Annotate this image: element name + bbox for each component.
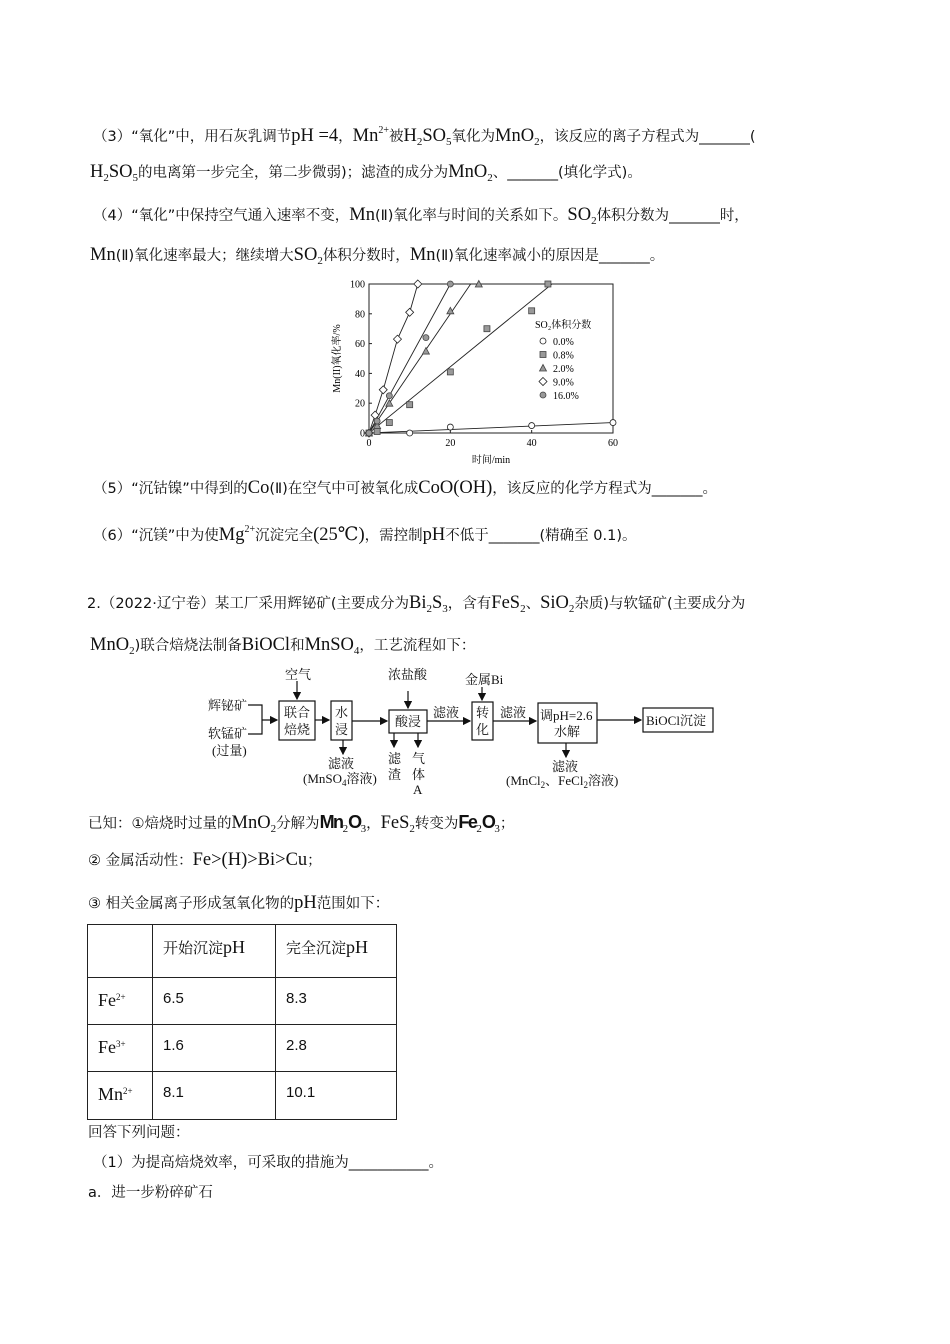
table-row: $Fe^{2+}$ 6.5 8.3 bbox=[88, 978, 397, 1025]
answer-blank: ___________ bbox=[348, 1155, 429, 1171]
text-segment: 2 bbox=[129, 645, 135, 657]
data-point bbox=[447, 281, 453, 287]
flow-filtrate-4: 滤液 bbox=[552, 759, 579, 774]
x-tick-label: 40 bbox=[526, 438, 537, 449]
text-segment: （4）“氧化”中保持空气通入速率不变， bbox=[93, 208, 350, 224]
chemical-formula: Fe bbox=[458, 812, 477, 832]
series-line-2.0% bbox=[369, 284, 471, 433]
text-segment: ； bbox=[499, 816, 515, 832]
chemical-formula: FeS bbox=[380, 813, 410, 833]
flow-air: 空气 bbox=[285, 667, 312, 682]
legend-label: 0.0% bbox=[553, 337, 574, 348]
data-point bbox=[610, 420, 616, 426]
flow-gas-2: 体 bbox=[412, 767, 426, 782]
y-tick-label: 100 bbox=[350, 279, 365, 291]
legend-label: 0.8% bbox=[553, 350, 574, 362]
data-point bbox=[484, 326, 490, 332]
chemical-formula: MnO bbox=[448, 162, 488, 182]
text-segment: ， bbox=[338, 129, 353, 145]
text-segment: (Ⅱ)氧化速率最大；继续增大 bbox=[115, 248, 294, 264]
chemical-formula: MnO bbox=[90, 635, 130, 655]
chemical-formula: SiO bbox=[540, 593, 569, 613]
flow-hydrolysis-2: 水解 bbox=[554, 724, 581, 739]
chemical-formula: O bbox=[481, 812, 495, 832]
text-segment: 2 bbox=[534, 136, 540, 148]
data-point bbox=[386, 420, 392, 426]
text-segment: 杂质)与软锰矿(主要成分为 bbox=[574, 596, 746, 612]
text-segment: 被 bbox=[389, 129, 404, 145]
text-segment: 2 bbox=[476, 823, 482, 835]
text-segment: 5 bbox=[446, 136, 452, 148]
text-segment: （6）“沉镁”中为使 bbox=[93, 528, 219, 544]
flow-convert-1: 转 bbox=[476, 705, 490, 720]
legend-title: SO₂体积分数 bbox=[535, 320, 592, 331]
chemical-formula: Mn bbox=[349, 205, 375, 225]
flow-ore1: 辉铋矿 bbox=[208, 698, 248, 713]
x-tick-label: 60 bbox=[608, 438, 618, 449]
question-3-line-2 bbox=[90, 159, 642, 185]
answer-blank: _______ bbox=[699, 129, 750, 145]
flow-filtrate-4-note: (MnCl$_2$、FeCl$_2$溶液) bbox=[506, 773, 619, 790]
text-segment: )联合焙烧法制备 bbox=[134, 638, 242, 654]
text-segment: （5）“沉钴镍”中得到的 bbox=[93, 481, 248, 497]
table-row: $Mn^{2+}$ 8.1 10.1 bbox=[88, 1072, 397, 1120]
known-3 bbox=[88, 890, 389, 916]
flow-ore2-note: (过量) bbox=[212, 743, 247, 758]
text-segment: (Ⅱ)在空气中可被氧化成 bbox=[269, 481, 419, 497]
text-segment: ② 金属活动性： bbox=[88, 853, 193, 869]
chemical-formula: SO bbox=[108, 162, 133, 182]
chemical-formula: MnO bbox=[231, 813, 271, 833]
data-point bbox=[423, 335, 429, 341]
flow-residue-1: 滤 bbox=[388, 751, 402, 766]
text-segment: 2 bbox=[103, 172, 109, 184]
text-segment: 时， bbox=[719, 208, 749, 224]
y-tick-label: 0 bbox=[360, 428, 365, 440]
question-6 bbox=[93, 517, 636, 543]
text-segment: 和 bbox=[290, 638, 305, 654]
text-segment: 2 bbox=[591, 215, 597, 227]
data-point bbox=[379, 386, 387, 394]
flow-filtrate-3: 滤液 bbox=[500, 705, 527, 720]
data-point bbox=[374, 429, 380, 435]
data-point bbox=[545, 281, 551, 287]
text-segment: 回答下列问题： bbox=[88, 1125, 190, 1141]
question-5 bbox=[93, 475, 717, 501]
flow-convert-2: 化 bbox=[476, 722, 490, 737]
text-segment: 、 bbox=[492, 165, 508, 181]
chemical-formula: SO bbox=[567, 205, 592, 225]
chemical-formula: Mg bbox=[218, 525, 245, 545]
text-segment: 、 bbox=[525, 596, 541, 612]
flow-roast-2: 焙烧 bbox=[284, 722, 311, 737]
flow-residue-2: 渣 bbox=[388, 767, 402, 782]
chemical-formula: S bbox=[432, 593, 443, 613]
series-line-0.0% bbox=[369, 423, 613, 433]
question-4-line-2 bbox=[90, 242, 664, 268]
text-segment: ，该反应的离子方程式为 bbox=[539, 129, 700, 145]
chemical-formula: Mn bbox=[352, 126, 379, 146]
y-axis-label: Mn(II)氧化率/% bbox=[332, 324, 343, 393]
chemical-formula: Mn bbox=[319, 812, 343, 832]
flow-product: BiOCl沉淀 bbox=[646, 713, 706, 728]
legend-label: 9.0% bbox=[553, 377, 574, 389]
legend-marker bbox=[540, 365, 547, 372]
text-segment: 2 bbox=[317, 255, 323, 267]
data-point bbox=[529, 308, 535, 314]
chemical-formula: CoO(OH) bbox=[418, 478, 493, 498]
x-axis-label: 时间/min bbox=[471, 455, 511, 466]
text-segment: (Ⅱ)氧化速率减小的原因是 bbox=[435, 248, 599, 264]
answer-blank: _______ bbox=[651, 481, 703, 497]
flow-leach-1: 水 bbox=[335, 705, 349, 720]
known-2 bbox=[88, 847, 322, 873]
text-segment: 2 bbox=[568, 603, 575, 615]
flow-hcl: 浓盐酸 bbox=[388, 667, 428, 682]
legend-marker bbox=[539, 378, 547, 386]
text-segment: 3 bbox=[442, 603, 448, 615]
answer-blank: _______ bbox=[669, 208, 720, 224]
problem-2-line-1 bbox=[87, 590, 745, 616]
text-segment: 2+ bbox=[244, 524, 256, 535]
text-segment: ，该反应的化学方程式为 bbox=[492, 481, 652, 497]
chemical-formula: SO bbox=[422, 126, 447, 146]
text-segment: 体积分数时， bbox=[322, 248, 410, 264]
data-point bbox=[414, 280, 422, 288]
flow-leach-2: 浸 bbox=[335, 722, 349, 737]
text-segment: 2 bbox=[426, 603, 432, 615]
flow-bi: 金属Bi bbox=[465, 672, 504, 687]
text-segment: (精确至 0.1)。 bbox=[539, 528, 637, 544]
option-a bbox=[88, 1180, 213, 1206]
chemical-formula: Fe>(H)>Bi>Cu bbox=[192, 850, 308, 870]
data-point bbox=[406, 308, 414, 316]
y-tick-label: 40 bbox=[355, 368, 365, 380]
question-3-line-1 bbox=[93, 118, 756, 148]
text-segment: 。 bbox=[428, 1155, 443, 1171]
text-segment: 沉淀完全 bbox=[255, 528, 314, 544]
data-point bbox=[366, 430, 372, 436]
data-point bbox=[386, 393, 392, 399]
series-line-9.0% bbox=[369, 284, 418, 433]
data-point bbox=[393, 335, 401, 343]
chemical-formula: BiOCl bbox=[241, 635, 291, 655]
text-segment: 。 bbox=[702, 481, 718, 497]
text-segment: 2 bbox=[487, 172, 493, 184]
answer-1 bbox=[93, 1150, 443, 1176]
chemical-formula: pH =4 bbox=[291, 126, 339, 146]
table-header: 开始沉淀pH bbox=[153, 925, 276, 978]
text-segment: 已知：①焙烧时过量的 bbox=[88, 816, 232, 832]
y-tick-label: 80 bbox=[355, 309, 365, 321]
problem-2-line-2 bbox=[90, 632, 475, 658]
data-point bbox=[422, 348, 429, 355]
chemical-formula: (25℃) bbox=[313, 525, 365, 545]
text-segment: ，含有 bbox=[447, 596, 492, 612]
flow-acid-leach: 酸浸 bbox=[395, 714, 422, 729]
text-segment: ，工艺流程如下： bbox=[359, 638, 476, 654]
text-segment: （3）“氧化”中，用石灰乳调节 bbox=[93, 129, 292, 145]
chemical-formula: MnO bbox=[495, 126, 535, 146]
text-segment: 。 bbox=[649, 248, 665, 264]
text-segment: 范围如下： bbox=[316, 896, 390, 912]
flow-ore2: 软锰矿 bbox=[208, 726, 248, 741]
chemical-formula: SO bbox=[293, 245, 318, 265]
legend-marker bbox=[540, 392, 546, 398]
data-point bbox=[447, 424, 453, 430]
legend-label: 2.0% bbox=[553, 364, 574, 375]
chemical-formula: Mn bbox=[409, 245, 436, 265]
chemical-formula: Bi bbox=[409, 593, 427, 613]
legend-marker bbox=[540, 338, 546, 344]
legend-marker bbox=[540, 352, 546, 358]
chemical-formula: H bbox=[90, 162, 104, 182]
text-segment: 不低于 bbox=[445, 528, 489, 544]
chemical-formula: pH bbox=[422, 525, 446, 545]
chemical-formula: FeS bbox=[491, 593, 521, 613]
text-segment: 3 bbox=[360, 823, 367, 835]
question-4-line-1 bbox=[93, 202, 749, 228]
text-segment: ； bbox=[307, 853, 322, 869]
table-row: $Fe^{3+}$ 1.6 2.8 bbox=[88, 1025, 397, 1072]
known-1 bbox=[88, 809, 514, 835]
oxidation-rate-chart bbox=[320, 270, 630, 470]
text-segment: 2 bbox=[520, 603, 526, 615]
chemical-formula: Co bbox=[247, 478, 270, 498]
text-segment: (填化学式)。 bbox=[558, 165, 642, 181]
answer-blank: _______ bbox=[507, 165, 558, 181]
text-segment: 2+ bbox=[378, 125, 390, 136]
plot-frame bbox=[369, 284, 613, 433]
answer-blank: _______ bbox=[488, 528, 540, 544]
text-segment: 2.（2022·辽宁卷）某工厂采用辉铋矿(主要成分为 bbox=[87, 596, 410, 612]
text-segment: 3 bbox=[494, 823, 500, 835]
chemical-formula: Mn bbox=[90, 245, 116, 265]
text-segment: 转变为 bbox=[414, 816, 459, 832]
chemical-formula: H bbox=[403, 126, 417, 146]
text-segment: 2 bbox=[409, 823, 415, 835]
data-point bbox=[407, 430, 413, 436]
legend-label: 16.0% bbox=[553, 391, 579, 402]
flow-hydrolysis-1: 调pH=2.6 bbox=[540, 708, 593, 723]
text-segment: 2 bbox=[342, 823, 349, 835]
text-segment: 2 bbox=[416, 136, 423, 148]
text-segment: 的电离第一步完全，第二步微弱)；滤渣的成分为 bbox=[138, 165, 449, 181]
data-point bbox=[447, 369, 453, 375]
series-line-0.8% bbox=[369, 284, 552, 433]
text-segment: ③ 相关金属离子形成氢氧化物的 bbox=[88, 896, 295, 912]
text-segment: ， bbox=[366, 816, 381, 832]
flow-gas-1: 气 bbox=[412, 751, 426, 766]
chemical-formula: MnSO bbox=[304, 635, 354, 655]
flow-filtrate-2: 滤液 bbox=[433, 705, 460, 720]
flow-filtrate-1: 滤液 bbox=[328, 756, 355, 771]
data-point bbox=[407, 402, 413, 408]
chemical-formula: O bbox=[348, 812, 361, 832]
x-tick-label: 20 bbox=[445, 438, 456, 449]
table-header: 完全沉淀pH bbox=[276, 925, 397, 978]
chemical-formula: pH bbox=[294, 893, 317, 913]
text-segment: 4 bbox=[353, 645, 360, 657]
answer-prompt bbox=[88, 1120, 190, 1146]
flow-roast-1: 联合 bbox=[284, 705, 311, 720]
x-tick-label: 0 bbox=[366, 438, 372, 449]
text-segment: 氧化为 bbox=[451, 129, 496, 145]
text-segment: ( bbox=[749, 129, 756, 145]
data-point bbox=[529, 423, 535, 429]
data-point bbox=[374, 418, 380, 424]
text-segment: ，需控制 bbox=[364, 528, 423, 544]
answer-blank: _______ bbox=[598, 248, 650, 264]
text-segment: 体积分数为 bbox=[596, 208, 670, 224]
table-corner bbox=[88, 925, 153, 978]
text-segment: (Ⅱ)氧化率与时间的关系如下。 bbox=[374, 208, 568, 224]
flow-filtrate-1-note: (MnSO$_4$溶液) bbox=[303, 771, 377, 788]
ph-range-table bbox=[87, 924, 397, 1120]
y-tick-label: 20 bbox=[355, 398, 365, 410]
process-flowchart bbox=[200, 665, 750, 795]
flow-gas-3: A bbox=[413, 782, 423, 795]
y-tick-label: 60 bbox=[355, 339, 365, 351]
text-segment: 2 bbox=[270, 823, 277, 835]
series-line-16.0% bbox=[369, 284, 450, 433]
text-segment: 5 bbox=[132, 172, 139, 184]
text-segment: a．进一步粉碎矿石 bbox=[88, 1185, 213, 1201]
text-segment: （1）为提高焙烧效率，可采取的措施为 bbox=[93, 1155, 349, 1171]
text-segment: 分解为 bbox=[276, 816, 320, 832]
